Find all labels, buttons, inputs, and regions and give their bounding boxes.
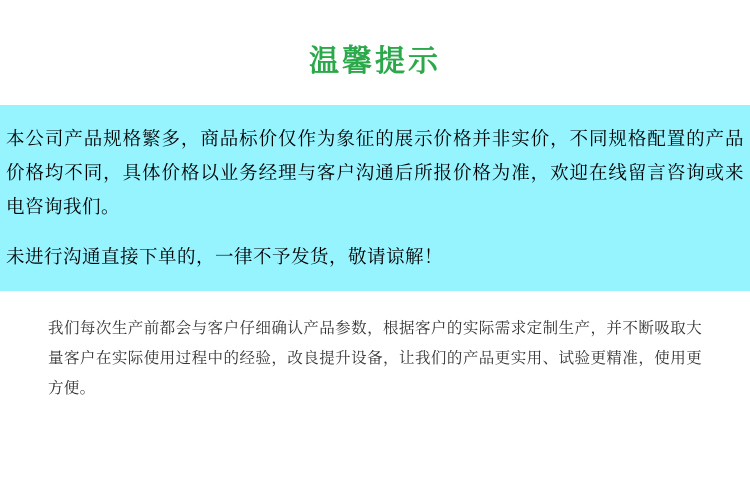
notice-paragraph-shipping: 未进行沟通直接下单的，一律不予发货，敬请谅解！ [6,247,444,268]
page-title: 温馨提示 [309,44,441,79]
footer-note: 我们每次生产前都会与客户仔细确认产品参数，根据客户的实际需求定制生产，并不断吸取大量客户在实际使用过程中的经验，改良提升设备，让我们的产品更实用、试验更精准，使用更方便。 [48,319,702,397]
notice-paragraph-pricing: 本公司产品规格繁多，商品标价仅作为象征的展示价格并非实价，不同规格配置的产品价格均不同，具体价格以业务经理与客户沟通后所报价格为准，欢迎在线留言咨询或来电咨询我们。 [6,129,744,218]
highlight-notice-box [0,105,750,291]
